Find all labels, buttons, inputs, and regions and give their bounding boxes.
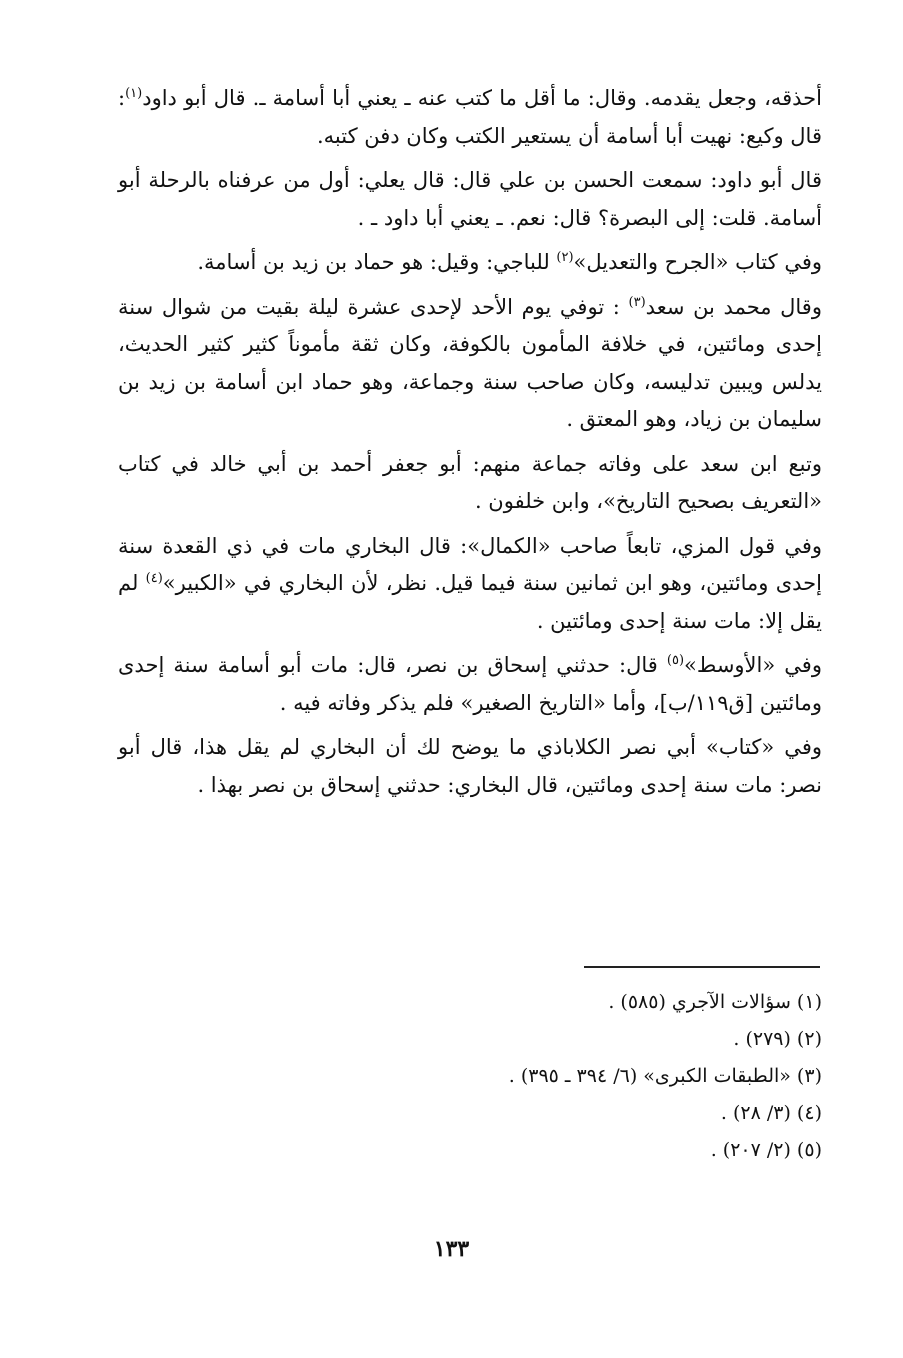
- footnote-divider: [584, 966, 820, 968]
- footnote-ref-3: (٣): [628, 294, 646, 310]
- paragraph-3: [118, 244, 822, 282]
- footnotes: [118, 984, 822, 1169]
- footnote-ref-2: (٢): [556, 250, 574, 265]
- paragraph-4: [118, 289, 822, 439]
- footnote-2: (٢) (٢٧٩) .: [733, 1028, 822, 1050]
- footnote-ref-1: (١): [125, 86, 143, 101]
- footnote-ref-4: (٤): [145, 571, 163, 586]
- paragraph-text: وفي «كتاب» أبي نصر الكلاباذي ما يوضح لك أن البخاري لم يقل هذا، قال أبو نصر: مات سنة إحدى ومائتين، قال البخاري: حدثني إسحاق بن نصر بهذا .: [118, 735, 822, 797]
- paragraph-text: للباجي: وقيل: هو حماد بن زيد بن أسامة.: [197, 250, 557, 274]
- paragraph-text: قال: حدثني إسحاق بن نصر، قال: مات أبو أسامة سنة إحدى ومائتين [ق١١٩/ب]، وأما «التاريخ الصغير» فلم يذكر وفاته فيه .: [118, 653, 822, 715]
- footnote-ref-5: (٥): [666, 653, 685, 668]
- paragraph-6: [118, 528, 822, 641]
- footnote-3: (٣) «الطبقات الكبرى» (٦/ ٣٩٤ ـ ٣٩٥) .: [508, 1065, 822, 1087]
- paragraph-text: : توفي يوم الأحد لإحدى عشرة ليلة بقيت من شوال سنة إحدى ومائتين، في خلافة المأمون بالكوفة، وكان ثقة مأموناً كثير كثير الحديث، يدلس ويبين تدليسه، وكان صاحب سنة وجماعة، وهو حماد ابن أسامة بن زيد بن سليمان بن زياد، وهو المعتق .: [118, 294, 822, 431]
- paragraph-text: لم يقل إلا: مات سنة إحدى ومائتين .: [118, 571, 822, 633]
- paragraph-5: [118, 446, 822, 521]
- footnote-4: (٤) (٣/ ٢٨) .: [720, 1102, 822, 1124]
- paragraph-7: [118, 647, 822, 722]
- paragraph-text: قال أبو داود: سمعت الحسن بن علي قال: قال يعلي: أول من عرفناه بالرحلة أبو أسامة. قلت: إلى البصرة؟ قال: نعم. ـ يعني أبا داود ـ .: [118, 168, 822, 230]
- footnote-5: (٥) (٢/ ٢٠٧) .: [710, 1139, 822, 1161]
- paragraph-text: وفي قول المزي، تابعاً صاحب «الكمال»: قال البخاري مات في ذي القعدة سنة إحدى ومائتين، وهو ابن ثمانين سنة فيما قيل. نظر، لأن البخاري في «الكبير»: [118, 533, 822, 595]
- paragraph-text: وفي «الأوسط»: [684, 653, 822, 677]
- paragraph-text: وفي كتاب «الجرح والتعديل»: [573, 250, 822, 274]
- page-number: ١٣٣: [433, 1236, 470, 1262]
- paragraph-text: وتبع ابن سعد على وفاته جماعة منهم: أبو جعفر أحمد بن أبي خالد في كتاب «التعريف بصحيح التاريخ»، وابن خلفون .: [118, 451, 822, 513]
- paragraph-1: [118, 80, 822, 155]
- footnote-1: (١) سؤالات الآجري (٥٨٥) .: [608, 991, 822, 1013]
- paragraph-text: : قال وكيع: نهيت أبا أسامة أن يستعير الكتب وكان دفن كتبه.: [118, 86, 822, 148]
- main-text: [118, 80, 822, 811]
- paragraph-8: [118, 729, 822, 804]
- paragraph-2: [118, 162, 822, 237]
- paragraph-text: وقال محمد بن سعد: [645, 294, 822, 319]
- paragraph-text: أحذقه، وجعل يقدمه. وقال: ما أقل ما كتب عنه ـ يعني أبا أسامة ـ. قال أبو داود: [142, 86, 822, 110]
